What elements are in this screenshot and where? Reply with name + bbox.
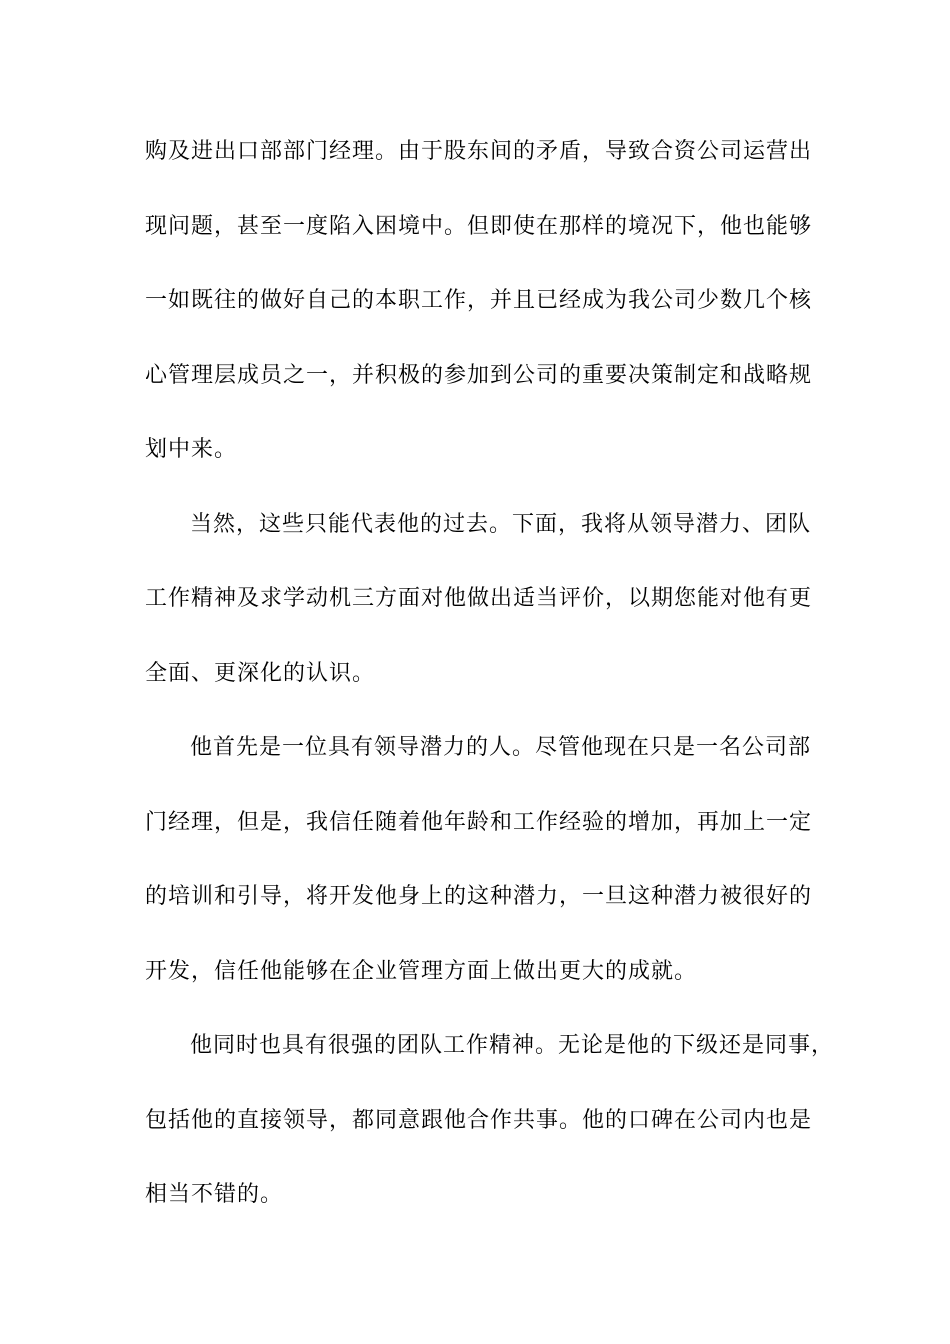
text-line: 全面、更深化的认识。 <box>145 660 376 686</box>
text-line: 开发，信任他能够在企业管理方面上做出更大的成就。 <box>145 958 698 984</box>
text-line: 一如既往的做好自己的本职工作，并且已经成为我公司少数几个核 <box>145 288 813 313</box>
text-line: 心管理层成员之一，并积极的参加到公司的重要决策制定和战略规 <box>145 362 813 388</box>
text-line: 门经理，但是，我信任随着他年龄和工作经验的增加，再加上一定 <box>145 809 813 835</box>
text-line: 工作精神及求学动机三方面对他做出适当评价，以期您能对他有更 <box>145 586 813 611</box>
text-line: 包括他的直接领导，都同意跟他合作共事。他的口碑在公司内也是 <box>145 1107 813 1133</box>
text-line: 划中来。 <box>145 437 238 462</box>
text-line: 现问题，甚至一度陷入困境中。但即使在那样的境况下，他也能够 <box>145 213 813 239</box>
paragraph-start-line: 他同时也具有很强的团队工作精神。无论是他的下级还是同事， <box>190 1033 835 1058</box>
text-line: 相当不错的。 <box>145 1182 284 1207</box>
paragraph-start-line: 他首先是一位具有领导潜力的人。尽管他现在只是一名公司部 <box>190 735 812 760</box>
text-line: 购及进出口部部门经理。由于股东间的矛盾，导致合资公司运营出 <box>145 139 813 164</box>
paragraph-start-line: 当然，这些只能代表他的过去。下面，我将从领导潜力、团队 <box>190 511 812 537</box>
text-line: 的培训和引导，将开发他身上的这种潜力，一旦这种潜力被很好的 <box>145 884 813 909</box>
body-text <box>145 129 835 1247</box>
